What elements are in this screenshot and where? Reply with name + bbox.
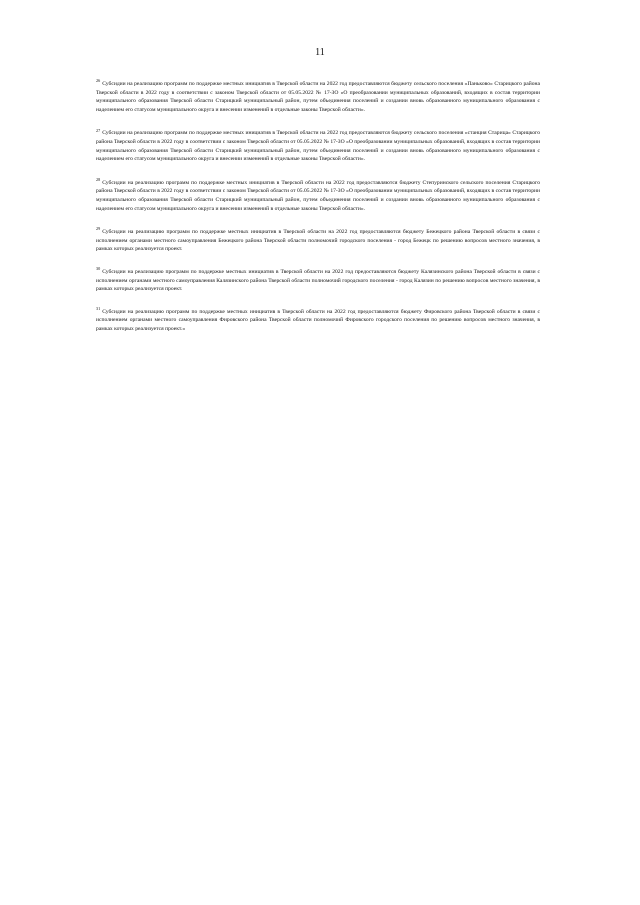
footnote-text: Субсидии на реализацию программ по поддержке местных инициатив в Тверской области на 2022 год предоставляются бюджету Бежецкого района Тверской области в связи с исполнением органами местного самоуправления Бежецкого района Тверской области полномочий городского поселения - город Бежецк по решению вопросов местного значения, в рамках которых реализуется проект.	[96, 229, 540, 253]
footnote-text: Субсидии на реализацию программ по поддержке местных инициатив в Тверской области на 2022 год предоставляются бюджету сельского поселения «Паньково» Старицкого района Тверской области в 2022 году в соответствии с законом Тверской области от 05.05.2022 № 17-ЗО «О преобразовании муниципальных образований, входящих в состав территории муниципального образования Тверской области Старицкий муниципальный район, путем объединения поселений и создании вновь образованного муниципального образования с наделением его статусом муниципального округа и внесении изменений в отдельные законы Тверской области».	[96, 81, 540, 113]
footnote-27	[96, 129, 540, 163]
footnote-marker: 26	[96, 78, 101, 84]
footnote-text: Субсидии на реализацию программ по поддержке местных инициатив в Тверской области на 2022 год предоставляются бюджету Фировского района Тверской области в связи с исполнением органами местного самоуправления Фировского района Тверской области полномочий Фировского городского поселения по решению вопросов местного значения, в рамках которых реализуется проект.»	[96, 308, 540, 332]
footnote-text: Субсидии на реализацию программ по поддержке местных инициатив в Тверской области на 2022 год предоставляются бюджету Степуринского сельского поселения Старицкого района Тверской области в 2022 году в соответствии с законом Тверской области от 05.05.2022 № 17-ЗО «О преобразовании муниципальных образований, входящих в состав территории муниципального образования Тверской области Старицкий муниципальный район, путем объединения поселений и создании вновь образованного муниципального образования с наделением его статусом муниципального округа и внесении изменений в отдельные законы Тверской области».	[96, 179, 540, 212]
footnote-text: Субсидии на реализацию программ по поддержке местных инициатив в Тверской области на 2022 год предоставляются бюджету сельского поселения «станция Старица» Старицкого района Тверской области в 2022 году в соответствии с законом Тверской области от 05.05.2022 № 17-ЗО «О преобразовании муниципальных образований, входящих в состав территории муниципального образования Тверской области Старицкий муниципальный район, путем объединения поселений и создании вновь образованного муниципального образования с наделением его статусом муниципального округа и внесении изменений в отдельные законы Тверской области».	[96, 130, 540, 163]
footnote-marker: 29	[96, 226, 101, 232]
footnote-marker: 27	[96, 127, 101, 133]
footnote-text: Субсидии на реализацию программ по поддержке местных инициатив в Тверской области на 2022 год предоставляются бюджету Калязинского района Тверской области в связи с исполнением органами местного самоуправления Калязинского района Тверской области полномочий городского поселения - город Калязин по решению вопросов местного значения, в рамках которых реализуется проект.	[96, 268, 540, 293]
page-number: 11	[315, 47, 325, 58]
footnote-30	[96, 268, 540, 294]
footnote-29	[96, 228, 540, 254]
footnote-marker: 30	[96, 266, 101, 272]
footnote-marker: 31	[96, 305, 101, 311]
footnote-marker: 28	[96, 176, 101, 182]
footnote-28	[96, 176, 540, 213]
footnote-31	[96, 305, 540, 334]
footnote-26	[96, 80, 540, 114]
footnotes-section	[96, 80, 540, 333]
